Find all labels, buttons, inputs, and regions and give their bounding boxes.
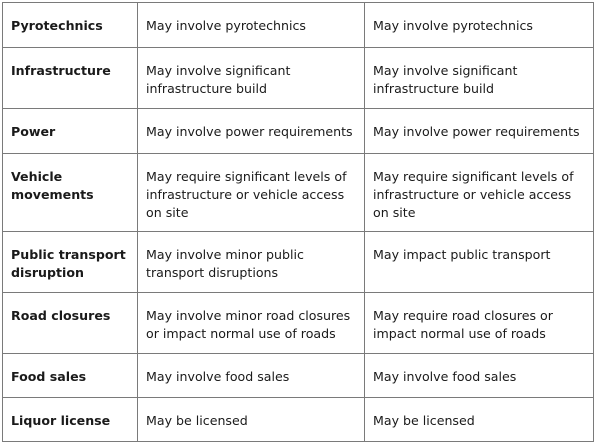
row-label: Public transport disruption	[3, 232, 138, 293]
table-cell: May involve minor public transport disruptions	[138, 232, 365, 293]
table-cell: May involve food sales	[365, 354, 594, 398]
table-cell: May be licensed	[138, 398, 365, 442]
row-label: Road closures	[3, 293, 138, 354]
table-row	[3, 232, 594, 293]
table-cell: May require significant levels of infrastructure or vehicle access on site	[365, 154, 594, 232]
table-cell: May require significant levels of infrastructure or vehicle access on site	[138, 154, 365, 232]
table-cell: May involve significant infrastructure build	[138, 48, 365, 109]
table-row	[3, 398, 594, 442]
table-cell: May require road closures or impact normal use of roads	[365, 293, 594, 354]
row-label: Liquor license	[3, 398, 138, 442]
requirements-table	[2, 2, 594, 442]
table-cell: May involve pyrotechnics	[365, 3, 594, 48]
table-cell: May involve power requirements	[365, 109, 594, 154]
table-cell: May impact public transport	[365, 232, 594, 293]
table-row	[3, 154, 594, 232]
table-row	[3, 3, 594, 48]
row-label: Food sales	[3, 354, 138, 398]
table-row	[3, 109, 594, 154]
table-row	[3, 48, 594, 109]
table-row	[3, 293, 594, 354]
row-label: Power	[3, 109, 138, 154]
row-label: Infrastructure	[3, 48, 138, 109]
table-cell: May involve power requirements	[138, 109, 365, 154]
table-row	[3, 354, 594, 398]
table-cell: May involve pyrotechnics	[138, 3, 365, 48]
table-cell: May involve food sales	[138, 354, 365, 398]
table-cell: May involve minor road closures or impact normal use of roads	[138, 293, 365, 354]
row-label: Vehicle movements	[3, 154, 138, 232]
table-cell: May be licensed	[365, 398, 594, 442]
table-cell: May involve significant infrastructure build	[365, 48, 594, 109]
row-label: Pyrotechnics	[3, 3, 138, 48]
